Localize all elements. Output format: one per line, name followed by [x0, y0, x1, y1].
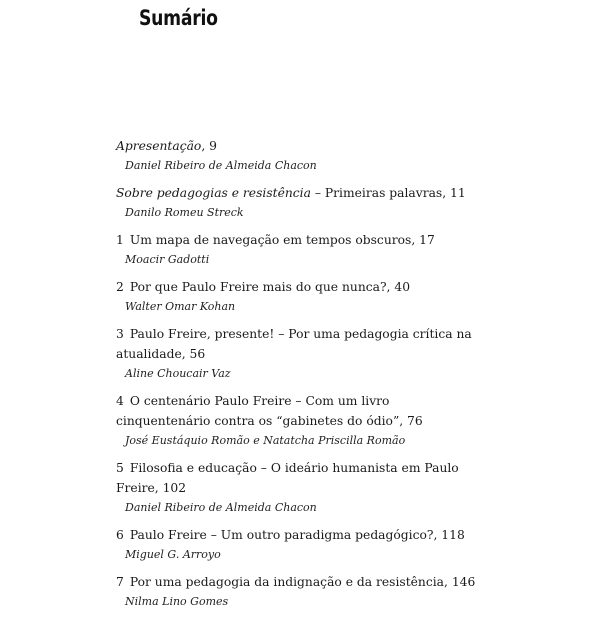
- toc-entry-chapter-7: [116, 572, 476, 612]
- chapter-title: Um mapa de navegação em tempos obscuros, 17: [129, 233, 435, 247]
- toc-entry-author: José Eustáquio Romão e Natatcha Priscilla Romão: [125, 434, 406, 447]
- toc-title-italic: Apresentação: [116, 139, 202, 153]
- toc-title-page: , 9: [201, 139, 217, 153]
- chapter-number: 6: [116, 528, 124, 542]
- toc-entry-chapter-5: [116, 458, 476, 518]
- chapter-title: Paulo Freire, presente! – Por uma pedagogia crítica na atualidade, 56: [116, 327, 472, 361]
- chapter-number: 4: [116, 394, 124, 408]
- toc-entry-author: Moacir Gadotti: [125, 253, 210, 266]
- toc-entry-chapter-4: [116, 391, 476, 451]
- toc-entry-author: Daniel Ribeiro de Almeida Chacon: [125, 159, 317, 172]
- chapter-number: 5: [116, 461, 124, 475]
- toc-entry-chapter-1: [116, 230, 476, 270]
- toc-title-page: – Primeiras palavras, 11: [310, 186, 466, 200]
- chapter-title: Por que Paulo Freire mais do que nunca?, 40: [129, 280, 411, 294]
- chapter-title: Filosofia e educação – O ideário humanista em Paulo Freire, 102: [116, 461, 459, 495]
- chapter-title: Por uma pedagogia da indignação e da resistência, 146: [129, 575, 476, 589]
- page-title: Sumário: [139, 6, 218, 30]
- toc-entry-author: Nilma Lino Gomes: [125, 595, 229, 608]
- toc-entry-author: Aline Choucair Vaz: [125, 367, 231, 380]
- toc-entry-title: [116, 324, 476, 364]
- toc-entry-chapter-6: [116, 525, 476, 565]
- toc-title-italic: Sobre pedagogias e resistência: [116, 186, 311, 200]
- chapter-title: Paulo Freire – Um outro paradigma pedagógico?, 118: [129, 528, 465, 542]
- toc-entry-chapter-2: [116, 277, 476, 317]
- toc-entry-author: Walter Omar Kohan: [125, 300, 236, 313]
- chapter-number: 3: [116, 327, 124, 341]
- toc-entry-chapter-3: [116, 324, 476, 384]
- toc-entry-title: [116, 525, 476, 545]
- toc-entry-title: [116, 458, 476, 498]
- toc-entry-title: [116, 572, 476, 592]
- chapter-title: O centenário Paulo Freire – Com um livro cinquentenário contra os “gabinetes do ódio”, 76: [116, 394, 423, 428]
- table-of-contents: [116, 136, 476, 619]
- toc-entry-title: [116, 277, 476, 297]
- chapter-number: 1: [116, 233, 124, 247]
- toc-entry-title: [116, 391, 476, 431]
- toc-entry-title: [116, 183, 476, 203]
- toc-entry-primeiras-palavras: [116, 183, 476, 223]
- toc-entry-title: [116, 230, 476, 250]
- chapter-number: 7: [116, 575, 124, 589]
- toc-entry-author: Daniel Ribeiro de Almeida Chacon: [125, 501, 317, 514]
- chapter-number: 2: [116, 280, 124, 294]
- toc-entry-author: Miguel G. Arroyo: [125, 548, 221, 561]
- toc-entry-title: [116, 136, 476, 156]
- toc-entry-author: Danilo Romeu Streck: [125, 206, 244, 219]
- toc-entry-apresentacao: [116, 136, 476, 176]
